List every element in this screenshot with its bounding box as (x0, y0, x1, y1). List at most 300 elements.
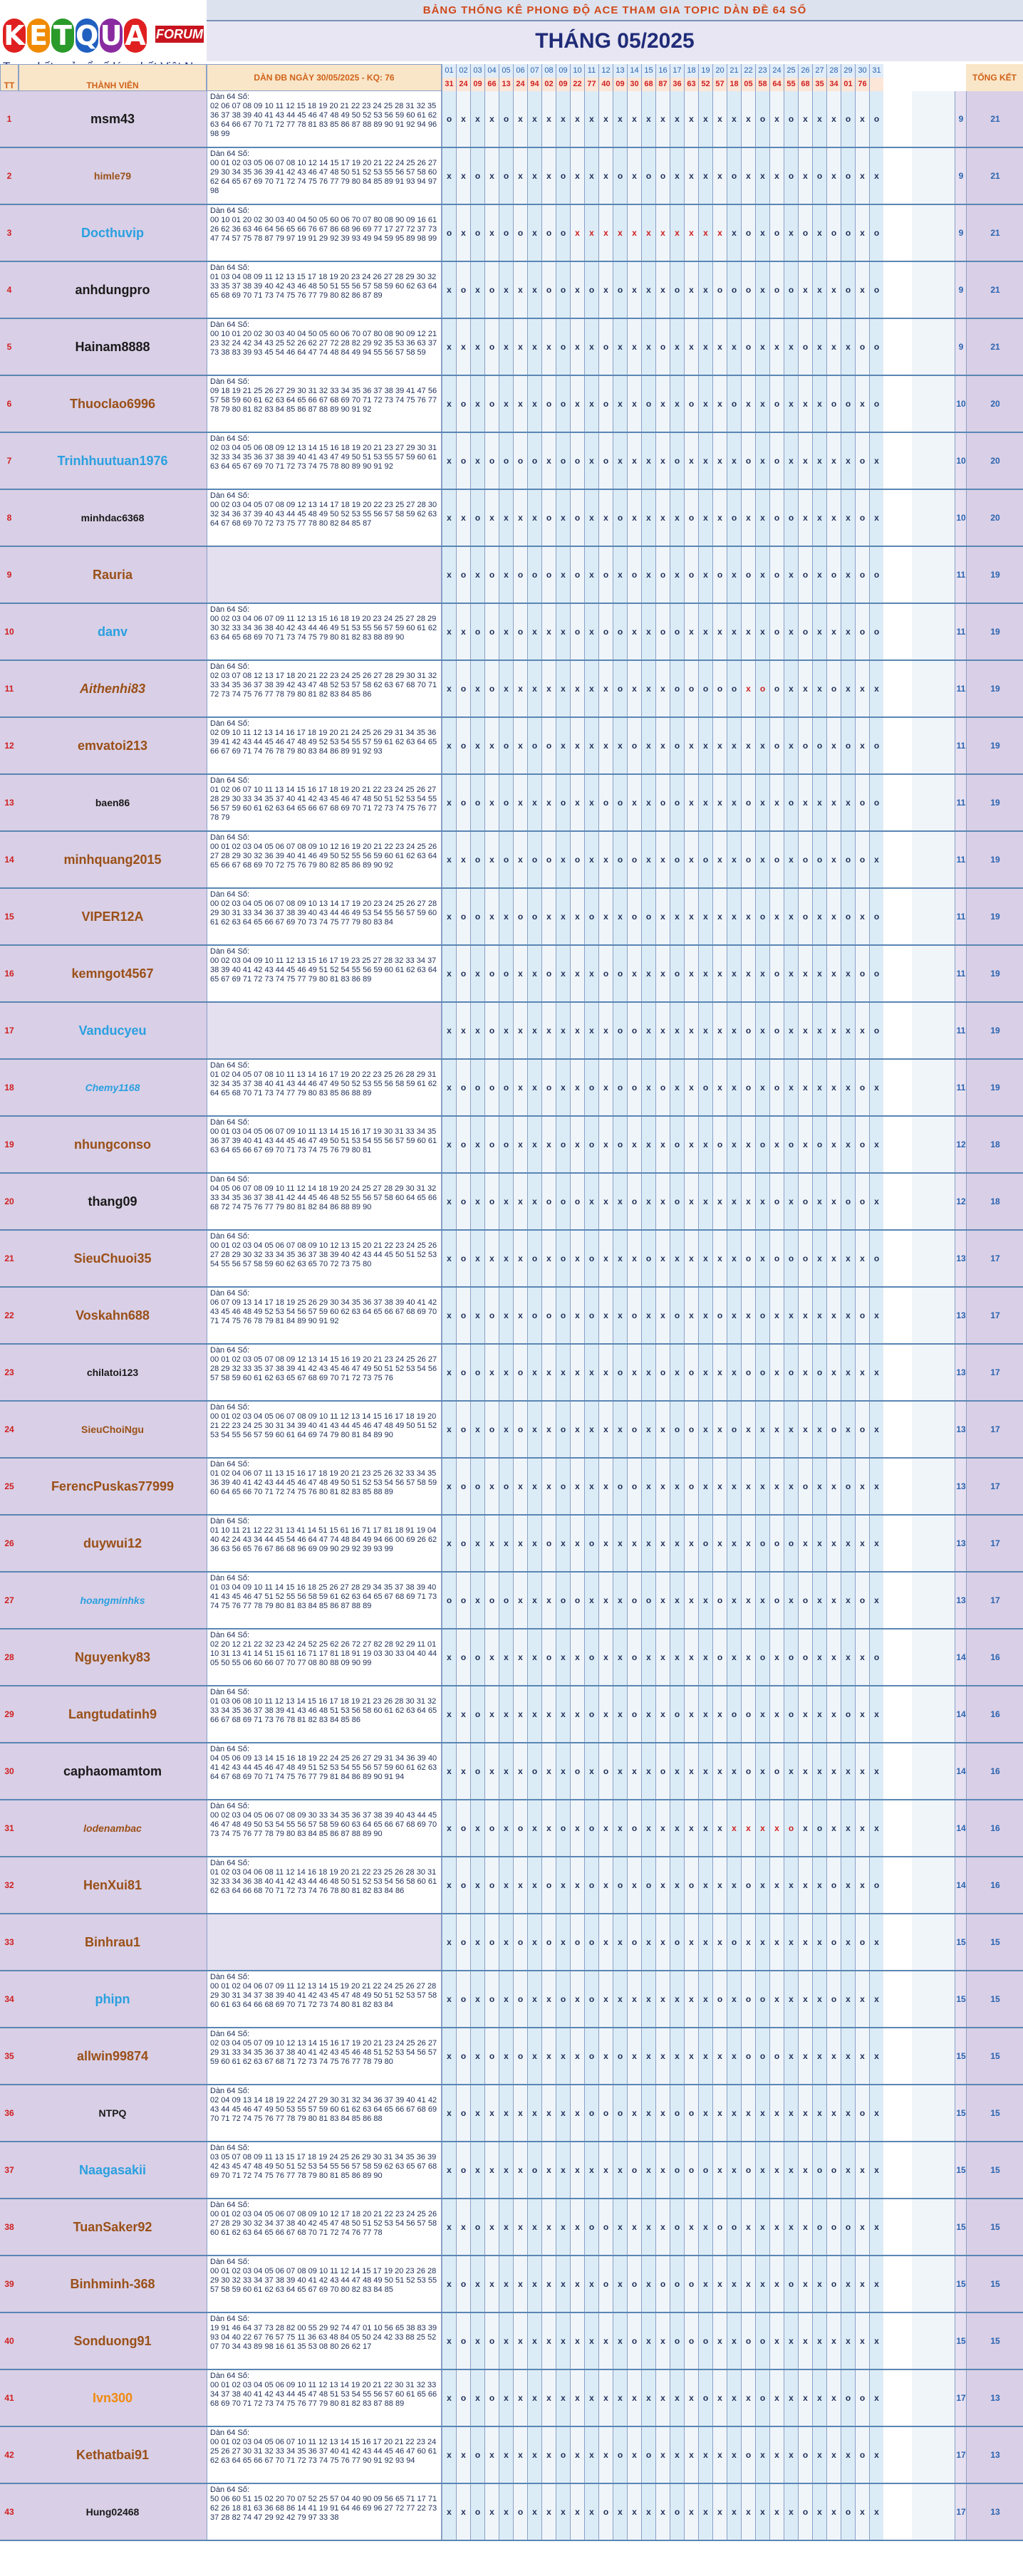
day-mark: o (584, 889, 598, 944)
day-mark: x (499, 547, 513, 603)
table-row (0, 1971, 1023, 2028)
day-mark: o (641, 148, 655, 204)
day-mark: x (869, 1117, 883, 1172)
day-mark: o (869, 946, 883, 1001)
day-mark: o (826, 2256, 841, 2312)
day-mark: o (556, 1971, 570, 2027)
day-mark: o (541, 718, 556, 773)
day-mark: x (869, 1914, 883, 1970)
member-name[interactable]: SieuChuoi35 (19, 1231, 207, 1286)
day-mark: x (598, 91, 613, 147)
day-mark: o (527, 1231, 541, 1286)
miss-count: 11 (955, 604, 967, 659)
day-mark: x (855, 2256, 869, 2312)
member-numbers: Dàn 64 Số: 00 02 03 04 05 07 08 09 12 13 14 17 18 19 20 22 23 25 27 28 30 32 34 36 37 39 40 43 44 45 48 49 50 52 53 55 56 57 58 59 62 63 64 67 68 69 70 72 73 75 77 78 80 82 84 85 87 (207, 490, 442, 546)
day-mark: x (727, 1743, 741, 1799)
day-mark: o (727, 1686, 741, 1742)
member-name[interactable]: msm43 (19, 91, 207, 147)
member-numbers: Dàn 64 Số: 06 07 09 13 14 17 18 19 25 26 29 30 34 35 36 37 38 39 40 41 42 43 45 46 48 49 52 53 54 56 57 59 60 62 63 64 65 66 67 68 69 70 71 74 75 76 78 79 81 84 89 90 91 92 (207, 1288, 442, 1343)
day-mark: x (613, 319, 627, 375)
day-mark: x (470, 2085, 484, 2141)
member-name[interactable]: Kethatbai91 (19, 2427, 207, 2483)
day-mark: x (527, 2028, 541, 2084)
miss-count: 15 (955, 2142, 967, 2198)
member-name[interactable]: nhungconso (19, 1117, 207, 1172)
day-mark: x (727, 1288, 741, 1343)
day-mark: o (598, 604, 613, 659)
day-mark: x (456, 1686, 470, 1742)
day-mark: o (570, 1573, 584, 1628)
day-mark: x (826, 2028, 841, 2084)
day-mark: x (541, 319, 556, 375)
daily-marks (442, 889, 912, 944)
day-mark: x (456, 1003, 470, 1058)
day-mark: x (812, 2256, 826, 2312)
day-mark: x (570, 1686, 584, 1742)
day-mark: o (456, 2313, 470, 2369)
day-header-07 (527, 64, 541, 91)
day-mark: o (784, 1117, 798, 1172)
member-name[interactable]: anhdungpro (19, 262, 207, 318)
day-mark: x (841, 604, 855, 659)
day-mark: x (712, 205, 727, 261)
member-name[interactable]: Binhminh-368 (19, 2256, 207, 2312)
day-number: 18 (685, 64, 698, 78)
day-mark: o (812, 148, 826, 204)
member-name[interactable]: TuanSaker92 (19, 2199, 207, 2255)
miss-count: 9 (955, 205, 967, 261)
day-mark: o (584, 1800, 598, 1856)
day-mark: o (513, 433, 527, 489)
daily-marks (442, 1402, 912, 1457)
day-mark: x (584, 946, 598, 1001)
member-name[interactable]: emvatoi213 (19, 718, 207, 773)
day-mark: o (741, 2427, 755, 2483)
member-name[interactable]: Binhrau1 (19, 1914, 207, 1970)
day-mark: x (684, 1573, 698, 1628)
day-mark: x (712, 604, 727, 659)
miss-count: 9 (955, 148, 967, 204)
member-name[interactable]: Rauria (19, 547, 207, 603)
day-mark: o (456, 1971, 470, 2027)
member-name[interactable]: Ivn300 (19, 2370, 207, 2426)
day-mark: x (570, 1117, 584, 1172)
day-mark: x (784, 1971, 798, 2027)
day-mark: o (556, 775, 570, 830)
day-mark: x (712, 1857, 727, 1913)
day-mark: x (570, 2256, 584, 2312)
member-name[interactable]: Langtudatinh9 (19, 1686, 207, 1742)
hit-total: 21 (966, 319, 1023, 375)
member-name[interactable]: caphaomamtom (19, 1743, 207, 1799)
day-mark: x (741, 1174, 755, 1229)
day-mark: x (712, 2142, 727, 2198)
day-mark: x (755, 1459, 769, 1514)
day-mark: o (727, 490, 741, 546)
day-mark: o (841, 718, 855, 773)
day-mark: x (541, 1231, 556, 1286)
day-mark: x (812, 889, 826, 944)
day-mark: o (769, 832, 784, 887)
day-mark: o (499, 718, 513, 773)
member-name[interactable]: danv (19, 604, 207, 659)
day-mark: x (641, 91, 655, 147)
member-numbers: Dàn 64 Số: 50 06 60 51 15 02 20 70 07 52 25 57 04 40 90 09 56 65 71 17 71 62 26 18 81 63 36 68 86 14 41 19 91 64 46 69 96 27 72 77 22 73 37 28 82 74 47 29 92 42 79 97 33 38 (207, 2484, 442, 2540)
day-mark: x (755, 2256, 769, 2312)
member-name[interactable]: Thuoclao6996 (19, 376, 207, 432)
member-name[interactable]: Hainam8888 (19, 319, 207, 375)
day-mark: o (456, 1914, 470, 1970)
day-mark: o (470, 1743, 484, 1799)
miss-count: 11 (955, 1003, 967, 1058)
day-mark: o (570, 1914, 584, 1970)
member-name[interactable]: duywui12 (19, 1516, 207, 1571)
logo-letter: K (4, 20, 25, 51)
day-mark: x (698, 2085, 712, 2141)
day-mark: x (598, 1516, 613, 1571)
day-mark: x (513, 1629, 527, 1685)
day-mark: x (712, 2484, 727, 2540)
day-mark: x (741, 2085, 755, 2141)
day-mark: o (741, 433, 755, 489)
day-mark: o (798, 1459, 812, 1514)
day-mark: o (769, 604, 784, 659)
day-mark: x (769, 2256, 784, 2312)
day-mark: x (841, 2256, 855, 2312)
day-mark: o (484, 2370, 499, 2426)
day-mark: o (456, 547, 470, 603)
member-name[interactable]: thang09 (19, 1174, 207, 1229)
hit-total: 16 (966, 1686, 1023, 1742)
day-mark: x (798, 2313, 812, 2369)
day-mark: x (541, 2256, 556, 2312)
day-mark: o (798, 604, 812, 659)
member-numbers: Dàn 64 Số: 02 03 04 05 07 09 10 12 13 14 15 16 17 19 20 21 23 24 25 26 27 29 31 33 34 35 36 37 38 40 41 42 43 45 46 48 51 52 53 54 56 57 59 60 61 62 63 67 68 71 72 73 74 75 76 77 78 79 80 (207, 2028, 442, 2084)
day-mark: x (556, 1516, 570, 1571)
day-mark: x (869, 433, 883, 489)
day-mark: x (755, 1174, 769, 1229)
day-mark: x (570, 205, 584, 261)
day-mark: o (684, 2085, 698, 2141)
day-mark: x (755, 2085, 769, 2141)
member-name[interactable]: Naagasakii (19, 2142, 207, 2198)
day-result: 22 (571, 78, 584, 91)
day-mark: x (513, 946, 527, 1001)
day-mark: o (456, 433, 470, 489)
row-spacer (912, 1800, 955, 1856)
day-mark: x (855, 889, 869, 944)
member-name[interactable]: Vanducyeu (19, 1003, 207, 1058)
day-mark: x (442, 604, 456, 659)
table-row (0, 946, 1023, 1003)
day-mark: x (584, 2256, 598, 2312)
day-mark: o (741, 262, 755, 318)
day-mark: x (442, 1117, 456, 1172)
daily-marks (442, 946, 912, 1001)
day-mark: x (598, 1459, 613, 1514)
day-mark: x (442, 2199, 456, 2255)
miss-count: 14 (955, 1686, 967, 1742)
table-row (0, 1629, 1023, 1686)
day-mark: x (684, 946, 698, 1001)
row-spacer (912, 2427, 955, 2483)
day-mark: o (869, 376, 883, 432)
day-mark: x (527, 2427, 541, 2483)
member-name[interactable]: Hung02468 (19, 2484, 207, 2540)
day-mark: o (826, 1402, 841, 1457)
day-mark: x (855, 2199, 869, 2255)
hit-total: 20 (966, 433, 1023, 489)
hit-total: 19 (966, 946, 1023, 1001)
day-mark: o (684, 1345, 698, 1400)
day-result: 09 (613, 78, 627, 91)
day-header-29 (841, 64, 855, 91)
day-mark: o (456, 262, 470, 318)
day-mark: x (570, 889, 584, 944)
member-name[interactable]: minhquang2015 (19, 832, 207, 887)
day-mark: x (499, 1629, 513, 1685)
day-mark: o (627, 1060, 641, 1115)
day-mark: x (670, 2370, 684, 2426)
day-mark: o (499, 433, 513, 489)
day-mark: o (712, 661, 727, 716)
day-mark: o (613, 490, 627, 546)
row-spacer (912, 490, 955, 546)
day-mark: o (826, 205, 841, 261)
day-mark: o (826, 661, 841, 716)
day-mark: o (784, 91, 798, 147)
day-mark: o (570, 1743, 584, 1799)
row-number: 31 (0, 1800, 19, 1856)
member-name[interactable]: Aithenhi83 (19, 661, 207, 716)
member-numbers: Dàn 64 Số: 00 02 03 04 09 10 11 12 13 15 16 17 19 23 25 27 28 32 33 34 37 38 39 40 41 42 43 44 45 46 49 51 52 54 55 56 59 60 61 62 63 64 65 67 69 71 72 73 74 75 77 79 80 81 83 86 89 (207, 946, 442, 1001)
day-mark: x (712, 1800, 727, 1856)
miss-count: 15 (955, 1914, 967, 1970)
day-mark: o (541, 205, 556, 261)
day-mark: x (712, 2256, 727, 2312)
day-mark: x (484, 91, 499, 147)
day-mark: x (784, 1003, 798, 1058)
table-row (0, 1003, 1023, 1060)
day-mark: o (627, 1402, 641, 1457)
day-mark: x (826, 2085, 841, 2141)
day-mark: o (826, 376, 841, 432)
day-mark: x (513, 718, 527, 773)
row-spacer (912, 889, 955, 944)
table-row (0, 1402, 1023, 1459)
member-name[interactable]: Sonduong91 (19, 2313, 207, 2369)
hit-total: 19 (966, 661, 1023, 716)
day-mark: o (456, 718, 470, 773)
day-mark: x (484, 490, 499, 546)
day-mark: o (784, 262, 798, 318)
day-mark: x (527, 946, 541, 1001)
day-mark: x (584, 832, 598, 887)
day-mark: x (456, 490, 470, 546)
day-mark: x (541, 1743, 556, 1799)
day-mark: x (627, 1857, 641, 1913)
member-name[interactable]: minhdac6368 (19, 490, 207, 546)
hit-total: 21 (966, 148, 1023, 204)
day-mark: x (570, 2199, 584, 2255)
table-row (0, 490, 1023, 547)
member-name[interactable]: HenXui81 (19, 1857, 207, 1913)
day-mark: x (784, 1743, 798, 1799)
day-mark: x (470, 1003, 484, 1058)
member-name[interactable]: kemngot4567 (19, 946, 207, 1001)
day-mark: x (470, 2256, 484, 2312)
day-mark: x (584, 1402, 598, 1457)
row-spacer (912, 1288, 955, 1343)
day-mark: o (484, 1857, 499, 1913)
day-mark: o (670, 1117, 684, 1172)
member-name[interactable]: chilatoi123 (19, 1345, 207, 1400)
day-mark: o (841, 832, 855, 887)
row-spacer (912, 1516, 955, 1571)
member-name[interactable]: Nguyenky83 (19, 1629, 207, 1685)
day-mark: o (784, 490, 798, 546)
day-mark: x (755, 1914, 769, 1970)
day-mark: x (755, 2484, 769, 2540)
day-mark: x (655, 205, 670, 261)
day-mark: x (641, 1971, 655, 2027)
daily-marks (442, 604, 912, 659)
day-mark: x (499, 2370, 513, 2426)
member-name[interactable]: himle79 (19, 148, 207, 204)
day-number: 14 (628, 64, 641, 78)
member-name[interactable]: Voskahn688 (19, 1288, 207, 1343)
day-mark: o (755, 1288, 769, 1343)
day-mark: o (869, 262, 883, 318)
day-mark: x (670, 1345, 684, 1400)
day-mark: o (741, 1857, 755, 1913)
row-number: 10 (0, 604, 19, 659)
day-mark: x (698, 319, 712, 375)
member-name[interactable]: Chemy1168 (19, 1060, 207, 1115)
day-mark: x (655, 1402, 670, 1457)
member-numbers: Dàn 64 Số: 19 91 46 64 37 73 28 82 00 55 29 92 74 47 01 10 56 65 38 83 39 93 04 40 22 67 76 57 75 11 36 63 48 84 05 50 24 42 33 88 25 52 07 70 34 43 89 98 16 61 35 53 08 80 26 62 17 (207, 2313, 442, 2369)
member-name[interactable]: Docthuvip (19, 205, 207, 261)
table-row (0, 775, 1023, 832)
day-mark: x (584, 2370, 598, 2426)
member-name[interactable]: FerencPuskas77999 (19, 1459, 207, 1514)
day-mark: o (541, 547, 556, 603)
table-row (0, 832, 1023, 889)
row-number: 24 (0, 1402, 19, 1457)
member-numbers: Dàn 64 Số: 00 02 03 04 06 07 09 11 12 13 15 16 18 19 20 23 24 25 27 28 29 30 32 33 34 36 38 40 42 43 44 46 49 51 53 55 56 57 59 60 61 62 63 64 65 68 69 70 71 73 74 75 79 80 81 82 83 88 89 90 (207, 604, 442, 659)
row-number: 8 (0, 490, 19, 546)
day-mark: x (755, 1743, 769, 1799)
day-result: 87 (656, 78, 670, 91)
day-mark: o (556, 262, 570, 318)
day-mark: x (784, 2028, 798, 2084)
day-mark: o (499, 91, 513, 147)
member-name[interactable]: Trinhhuutuan1976 (19, 433, 207, 489)
member-numbers: Dàn 64 Số: 00 01 02 03 04 05 06 07 08 09 10 12 17 18 20 21 22 23 24 25 26 27 28 29 30 32 34 37 38 40 42 45 47 48 50 51 52 53 54 56 57 58 60 61 62 63 64 65 66 67 68 70 71 72 74 76 77 78 (207, 2199, 442, 2255)
member-numbers: Dàn 64 Số: 02 06 07 08 09 10 11 12 15 18 19 20 21 22 23 24 25 28 31 32 35 36 37 38 39 40 41 43 44 45 46 47 48 49 50 52 53 56 59 60 61 62 63 64 66 67 70 71 72 77 78 81 83 85 86 87 88 89 90 91 92 94 96 98 99 (207, 91, 442, 147)
day-mark: o (670, 718, 684, 773)
day-mark: x (655, 1459, 670, 1514)
day-mark: o (769, 946, 784, 1001)
day-mark: x (527, 1573, 541, 1628)
day-mark: x (798, 1060, 812, 1115)
member-name[interactable]: NTPQ (19, 2085, 207, 2141)
day-mark: x (556, 2370, 570, 2426)
day-mark: o (541, 946, 556, 1001)
day-mark: x (655, 1288, 670, 1343)
member-name[interactable]: baen86 (19, 775, 207, 830)
day-mark: x (812, 1060, 826, 1115)
member-name[interactable]: hoangminhks (19, 1573, 207, 1628)
member-name[interactable]: VIPER12A (19, 889, 207, 944)
day-mark: o (684, 2256, 698, 2312)
day-mark: o (798, 1231, 812, 1286)
day-mark: o (484, 1402, 499, 1457)
day-mark: x (670, 490, 684, 546)
day-mark: x (527, 1971, 541, 2027)
day-mark: o (755, 1345, 769, 1400)
day-mark: x (712, 1459, 727, 1514)
row-number: 11 (0, 661, 19, 716)
row-number: 15 (0, 889, 19, 944)
day-mark: x (641, 2370, 655, 2426)
day-mark: x (627, 604, 641, 659)
day-mark: x (598, 2313, 613, 2369)
day-mark: o (684, 1402, 698, 1457)
day-mark: x (641, 1003, 655, 1058)
day-mark: x (698, 2199, 712, 2255)
day-mark: x (869, 1345, 883, 1400)
day-mark: x (812, 1629, 826, 1685)
day-result: 09 (471, 78, 484, 91)
day-mark: o (755, 1117, 769, 1172)
day-mark: o (869, 205, 883, 261)
day-mark: x (584, 205, 598, 261)
day-mark: x (826, 1516, 841, 1571)
day-mark: x (570, 2484, 584, 2540)
day-mark: x (855, 1686, 869, 1742)
day-mark: x (541, 1800, 556, 1856)
member-name[interactable]: SieuChoiNgu (19, 1402, 207, 1457)
day-mark: x (869, 1743, 883, 1799)
day-mark: x (755, 1231, 769, 1286)
day-mark: x (641, 1117, 655, 1172)
member-name[interactable]: phipn (19, 1971, 207, 2027)
day-mark: x (499, 2085, 513, 2141)
day-mark: x (812, 2085, 826, 2141)
day-mark: x (627, 319, 641, 375)
day-mark: x (841, 1117, 855, 1172)
day-mark: x (442, 889, 456, 944)
member-name[interactable]: lodenambac (19, 1800, 207, 1856)
row-spacer (912, 205, 955, 261)
day-mark: x (541, 2370, 556, 2426)
site-logo[interactable] (0, 0, 207, 64)
member-name[interactable]: allwin99874 (19, 2028, 207, 2084)
table-row (0, 1914, 1023, 1971)
day-mark: x (784, 2427, 798, 2483)
day-mark: x (741, 1516, 755, 1571)
member-numbers: Dàn 64 Số: 00 01 02 03 04 05 06 09 10 11 12 13 14 19 20 21 22 30 31 32 33 34 37 38 40 41 42 43 44 45 47 48 51 53 54 55 56 57 60 61 65 66 68 69 70 71 72 73 74 75 76 77 79 80 81 82 83 87 88 89 (207, 2370, 442, 2426)
day-mark: x (712, 319, 727, 375)
day-mark: x (798, 1857, 812, 1913)
day-mark: o (841, 1686, 855, 1742)
day-mark: x (570, 1971, 584, 2027)
day-mark: o (470, 889, 484, 944)
day-mark: x (541, 433, 556, 489)
hit-total: 13 (966, 2484, 1023, 2540)
day-mark: x (513, 661, 527, 716)
